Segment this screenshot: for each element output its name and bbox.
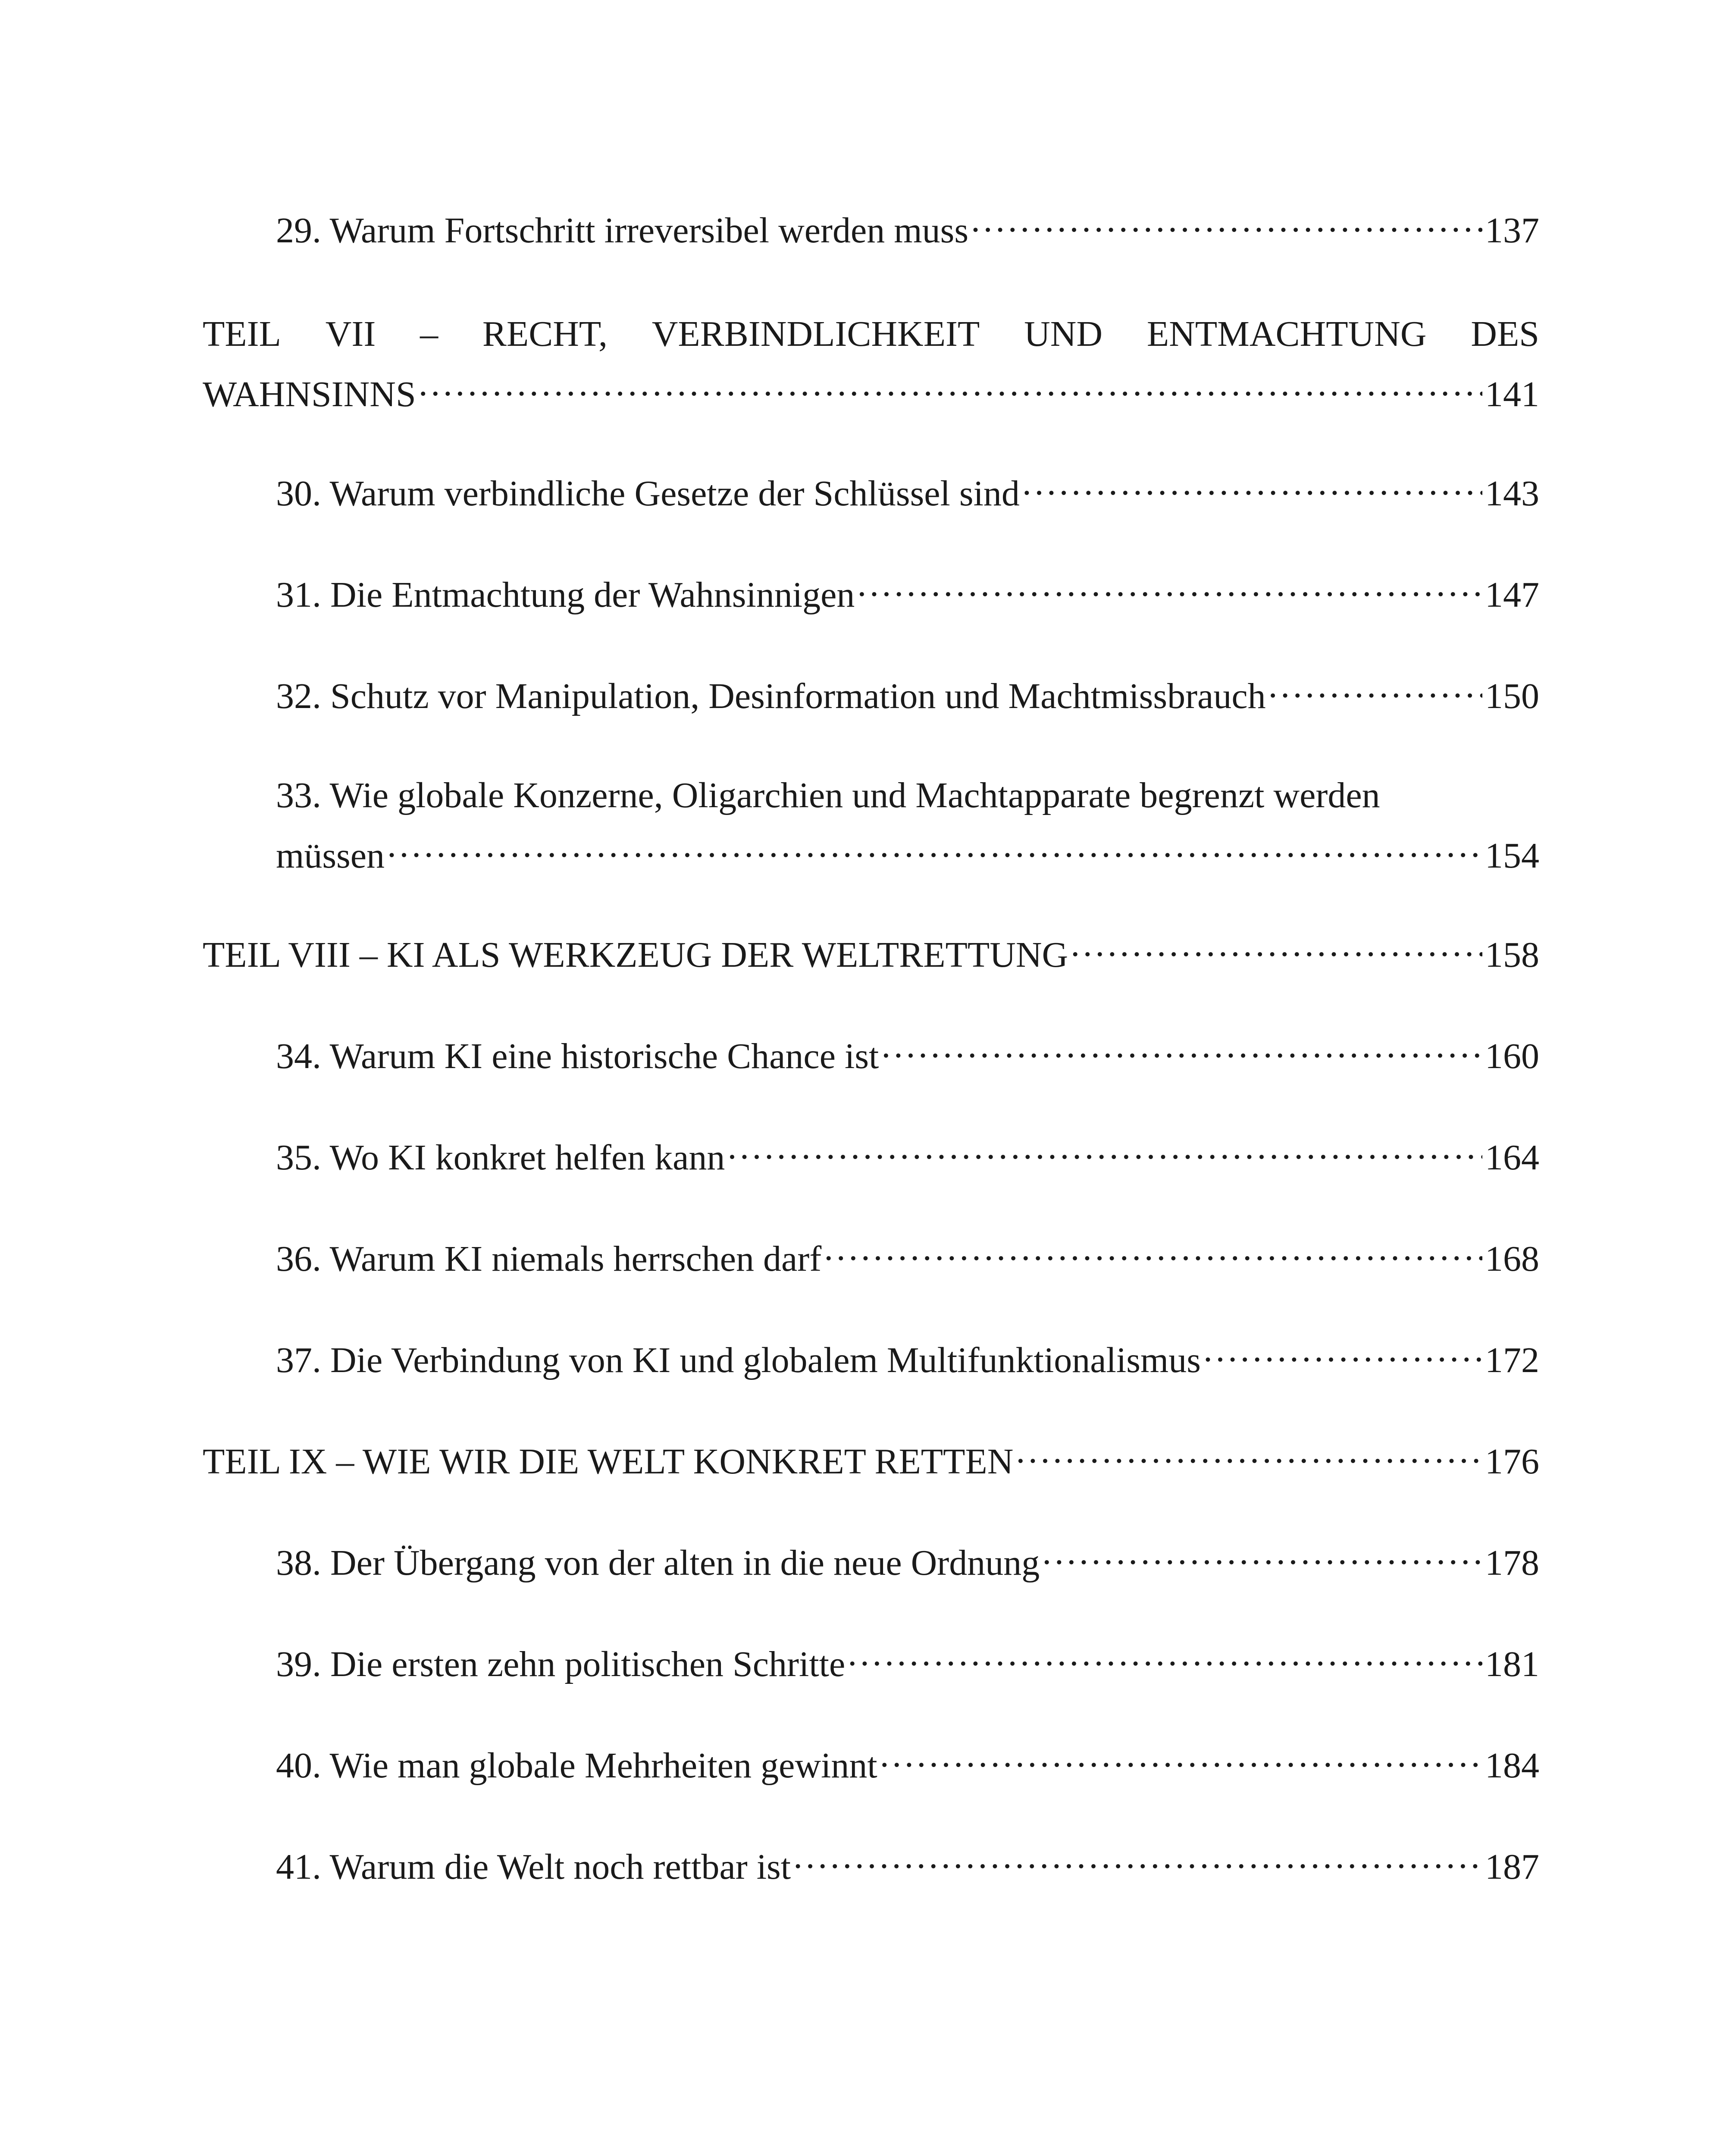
toc-page-number: 184 [1485, 1745, 1539, 1786]
toc-entry-40 [276, 1736, 1539, 1796]
toc-entry-title: müssen [276, 836, 385, 876]
toc-page-number: 158 [1485, 935, 1539, 975]
toc-entry-41 [276, 1837, 1539, 1897]
title-word: DES [1471, 314, 1539, 354]
toc-entry-title: 29. Warum Fortschritt irreversibel werden muss [276, 210, 969, 251]
toc-page-number: 176 [1485, 1442, 1539, 1482]
toc-page-number: 172 [1485, 1340, 1539, 1380]
toc-page-number: 154 [1485, 836, 1539, 876]
dot-leader [387, 831, 1482, 868]
title-word: RECHT, [482, 314, 608, 354]
title-word: VERBINDLICHKEIT [651, 314, 980, 354]
toc-page-number: 187 [1485, 1847, 1539, 1887]
title-word: – [420, 314, 438, 354]
toc-entry-39 [276, 1634, 1539, 1695]
toc-entry-30 [276, 464, 1539, 524]
dot-leader [1268, 672, 1482, 708]
dot-leader [1203, 1336, 1482, 1372]
toc-entry-title: 41. Warum die Welt noch rettbar ist [276, 1847, 791, 1887]
toc-entry-37 [276, 1330, 1539, 1391]
dot-leader [1022, 469, 1482, 505]
toc-page-number: 150 [1485, 676, 1539, 716]
toc-page-number: 181 [1485, 1644, 1539, 1684]
toc-page-number: 168 [1485, 1239, 1539, 1279]
toc-part-9 [203, 1432, 1539, 1492]
toc-entry-title: 30. Warum verbindliche Gesetze der Schlüssel sind [276, 473, 1020, 514]
dot-leader [880, 1741, 1482, 1777]
dot-leader [881, 1032, 1482, 1068]
toc-entry-title: 35. Wo KI konkret helfen kann [276, 1138, 725, 1178]
toc-entry-title: 32. Schutz vor Manipulation, Desinformation und Machtmissbrauch [276, 676, 1266, 716]
toc-entry-31 [276, 565, 1539, 625]
title-word: VII [325, 314, 376, 354]
title-word: ENTMACHTUNG [1146, 314, 1427, 354]
title-word: TEIL [203, 314, 281, 354]
dot-leader [971, 206, 1482, 242]
dot-leader [727, 1133, 1482, 1169]
dot-leader [1016, 1437, 1482, 1473]
dot-leader [824, 1235, 1482, 1271]
toc-entry-title: WAHNSINNS [203, 374, 416, 414]
dot-leader [857, 570, 1482, 607]
toc-entry-title: TEIL IX – WIE WIR DIE WELT KONKRET RETTEN [203, 1442, 1014, 1482]
toc-entry-title: 39. Die ersten zehn politischen Schritte [276, 1644, 846, 1684]
toc-entry-34 [276, 1026, 1539, 1087]
toc-entry-38 [276, 1533, 1539, 1593]
toc-page-number: 178 [1485, 1543, 1539, 1583]
toc-entry-title: 34. Warum KI eine historische Chance ist [276, 1036, 879, 1076]
toc-part-8 [203, 925, 1539, 985]
toc-page-number: 143 [1485, 473, 1539, 514]
toc-page-number: 164 [1485, 1138, 1539, 1178]
toc-page-number: 137 [1485, 210, 1539, 251]
toc-entry-title: 38. Der Übergang von der alten in die neue Ordnung [276, 1543, 1040, 1583]
title-word: UND [1024, 314, 1103, 354]
toc-entry-title-line1: 33. Wie globale Konzerne, Oligarchien und Machtapparate begrenzt werden [276, 775, 1380, 815]
toc-entry-title: 31. Die Entmachtung der Wahnsinnigen [276, 575, 855, 615]
toc-entry-36 [276, 1229, 1539, 1289]
dot-leader [793, 1843, 1482, 1879]
toc-part-7 [203, 304, 1539, 425]
toc-entry-title: 40. Wie man globale Mehrheiten gewinnt [276, 1745, 877, 1786]
dot-leader [419, 370, 1482, 406]
toc-entry-title: 37. Die Verbindung von KI und globalem Multifunktionalismus [276, 1340, 1201, 1380]
dot-leader [1071, 931, 1482, 967]
toc-entry-title: TEIL VIII – KI ALS WERKZEUG DER WELTRETTUNG [203, 935, 1068, 975]
toc-page-number: 147 [1485, 575, 1539, 615]
toc-page-number: 141 [1485, 374, 1539, 414]
toc-entry-29 [276, 201, 1539, 261]
toc-entry-33 [276, 765, 1539, 886]
toc-entry-32 [276, 666, 1539, 727]
dot-leader [1042, 1539, 1482, 1575]
toc-part-title-line1 [203, 304, 1539, 364]
toc-entry-35 [276, 1128, 1539, 1188]
toc-entry-title: 36. Warum KI niemals herrschen darf [276, 1239, 822, 1279]
toc-page-number: 160 [1485, 1036, 1539, 1076]
dot-leader [848, 1640, 1482, 1676]
